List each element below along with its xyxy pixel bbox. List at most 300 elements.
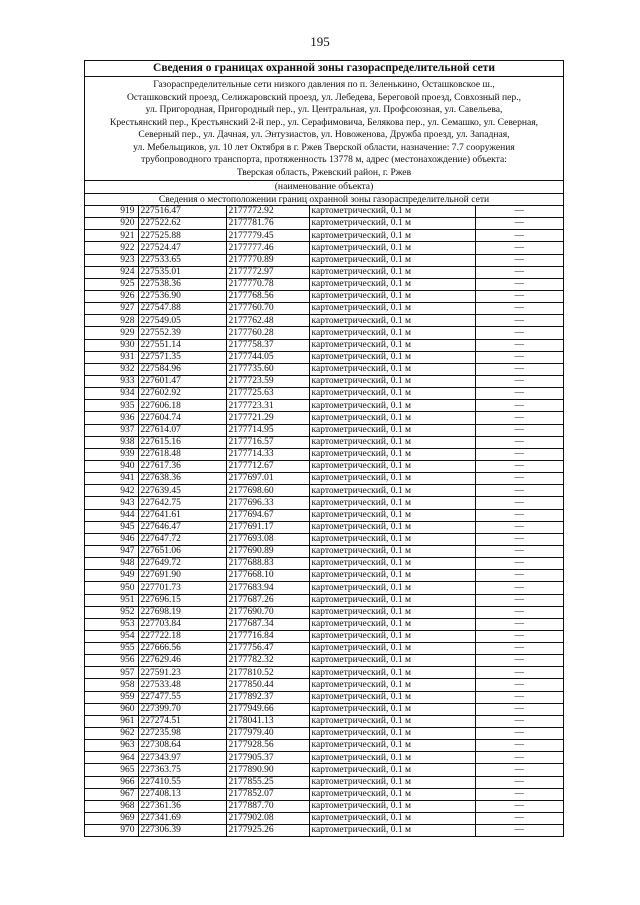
table-row [85, 618, 563, 630]
y-coordinate: 2177756.47 [226, 643, 309, 655]
y-coordinate: 2177779.45 [226, 230, 309, 242]
table-row [85, 728, 563, 740]
y-coordinate: 2177744.05 [226, 351, 309, 363]
table-row [85, 776, 563, 788]
description-cell: — [475, 400, 563, 412]
x-coordinate: 227666.56 [138, 643, 226, 655]
y-coordinate: 2177725.63 [226, 388, 309, 400]
document-table [84, 60, 564, 837]
description-line: ул. Пригородная, Пригородный пер., ул. Центральная, ул. Профсоюзная, ул. Савельева, [145, 104, 503, 115]
point-number: 923 [85, 254, 138, 266]
description-cell: — [475, 776, 563, 788]
table-row [85, 825, 563, 837]
table-row [85, 558, 563, 570]
accuracy-method: картометрический, 0.1 м [309, 254, 475, 266]
table-row [85, 545, 563, 557]
accuracy-method: картометрический, 0.1 м [309, 630, 475, 642]
table-row [85, 521, 563, 533]
y-coordinate: 2177890.90 [226, 764, 309, 776]
description-cell: — [475, 691, 563, 703]
description-cell: — [475, 764, 563, 776]
x-coordinate: 227617.36 [138, 460, 226, 472]
object-caption: (наименование объекта) [85, 181, 563, 194]
y-coordinate: 2177925.26 [226, 825, 309, 837]
point-number: 965 [85, 764, 138, 776]
description-cell: — [475, 412, 563, 424]
point-number: 931 [85, 351, 138, 363]
x-coordinate: 227536.90 [138, 290, 226, 302]
x-coordinate: 227701.73 [138, 582, 226, 594]
point-number: 970 [85, 825, 138, 837]
point-number: 947 [85, 545, 138, 557]
description-cell: — [475, 303, 563, 315]
y-coordinate: 2177768.56 [226, 290, 309, 302]
accuracy-method: картометрический, 0.1 м [309, 570, 475, 582]
accuracy-method: картометрический, 0.1 м [309, 776, 475, 788]
accuracy-method: картометрический, 0.1 м [309, 363, 475, 375]
table-row [85, 485, 563, 497]
table-row [85, 606, 563, 618]
accuracy-method: картометрический, 0.1 м [309, 740, 475, 752]
description-cell: — [475, 363, 563, 375]
accuracy-method: картометрический, 0.1 м [309, 703, 475, 715]
accuracy-method: картометрический, 0.1 м [309, 800, 475, 812]
object-description [85, 77, 563, 181]
y-coordinate: 2177810.52 [226, 667, 309, 679]
description-cell: — [475, 800, 563, 812]
description-cell: — [475, 740, 563, 752]
y-coordinate: 2177694.67 [226, 509, 309, 521]
y-coordinate: 2177760.70 [226, 303, 309, 315]
accuracy-method: картометрический, 0.1 м [309, 679, 475, 691]
accuracy-method: картометрический, 0.1 м [309, 643, 475, 655]
x-coordinate: 227647.72 [138, 533, 226, 545]
description-cell: — [475, 655, 563, 667]
point-number: 937 [85, 424, 138, 436]
accuracy-method: картометрический, 0.1 м [309, 290, 475, 302]
x-coordinate: 227696.15 [138, 594, 226, 606]
description-cell: — [475, 254, 563, 266]
point-number: 926 [85, 290, 138, 302]
accuracy-method: картометрический, 0.1 м [309, 594, 475, 606]
accuracy-method: картометрический, 0.1 м [309, 375, 475, 387]
point-number: 940 [85, 460, 138, 472]
y-coordinate: 2177852.07 [226, 788, 309, 800]
x-coordinate: 227361.36 [138, 800, 226, 812]
point-number: 938 [85, 436, 138, 448]
table-row [85, 740, 563, 752]
point-number: 922 [85, 242, 138, 254]
table-row [85, 655, 563, 667]
description-cell: — [475, 715, 563, 727]
x-coordinate: 227549.05 [138, 315, 226, 327]
y-coordinate: 2177892.37 [226, 691, 309, 703]
table-row [85, 400, 563, 412]
accuracy-method: картометрический, 0.1 м [309, 752, 475, 764]
x-coordinate: 227235.98 [138, 728, 226, 740]
y-coordinate: 2177772.97 [226, 266, 309, 278]
table-row [85, 533, 563, 545]
table-row [85, 448, 563, 460]
x-coordinate: 227477.55 [138, 691, 226, 703]
y-coordinate: 2177690.89 [226, 545, 309, 557]
description-cell: — [475, 533, 563, 545]
table-row [85, 570, 563, 582]
y-coordinate: 2177687.26 [226, 594, 309, 606]
point-number: 943 [85, 497, 138, 509]
point-number: 946 [85, 533, 138, 545]
x-coordinate: 227601.47 [138, 375, 226, 387]
description-cell: — [475, 497, 563, 509]
accuracy-method: картометрический, 0.1 м [309, 521, 475, 533]
accuracy-method: картометрический, 0.1 м [309, 545, 475, 557]
x-coordinate: 227343.97 [138, 752, 226, 764]
x-coordinate: 227571.35 [138, 351, 226, 363]
point-number: 967 [85, 788, 138, 800]
table-row [85, 315, 563, 327]
description-line: Крестьянский пер., Крестьянский 2-й пер., ул. Серафимовича, Белякова пер., ул. Семашко, ул. Северная, [109, 116, 539, 128]
y-coordinate: 2177850.44 [226, 679, 309, 691]
description-cell: — [475, 485, 563, 497]
accuracy-method: картометрический, 0.1 м [309, 266, 475, 278]
table-row [85, 473, 563, 485]
point-number: 953 [85, 618, 138, 630]
point-number: 958 [85, 679, 138, 691]
description-cell: — [475, 558, 563, 570]
description-cell: — [475, 327, 563, 339]
accuracy-method: картометрический, 0.1 м [309, 436, 475, 448]
point-number: 961 [85, 715, 138, 727]
accuracy-method: картометрический, 0.1 м [309, 400, 475, 412]
description-cell: — [475, 473, 563, 485]
accuracy-method: картометрический, 0.1 м [309, 606, 475, 618]
description-cell: — [475, 315, 563, 327]
y-coordinate: 2177716.84 [226, 630, 309, 642]
location-header: Сведения о местоположении границ охранной зоны газораспределительной сети [85, 194, 563, 207]
x-coordinate: 227410.55 [138, 776, 226, 788]
description-cell: — [475, 388, 563, 400]
table-row [85, 715, 563, 727]
x-coordinate: 227538.36 [138, 278, 226, 290]
y-coordinate: 2177902.08 [226, 813, 309, 825]
x-coordinate: 227341.69 [138, 813, 226, 825]
accuracy-method: картометрический, 0.1 м [309, 424, 475, 436]
point-number: 957 [85, 667, 138, 679]
point-number: 966 [85, 776, 138, 788]
point-number: 945 [85, 521, 138, 533]
x-coordinate: 227618.48 [138, 448, 226, 460]
y-coordinate: 2177688.83 [226, 558, 309, 570]
y-coordinate: 2177696.33 [226, 497, 309, 509]
table-row [85, 303, 563, 315]
accuracy-method: картометрический, 0.1 м [309, 764, 475, 776]
x-coordinate: 227591.23 [138, 667, 226, 679]
table-row [85, 412, 563, 424]
x-coordinate: 227274.51 [138, 715, 226, 727]
description-line: Тверская область, Ржевский район, г. Ржев [236, 166, 412, 178]
point-number: 934 [85, 388, 138, 400]
description-cell: — [475, 643, 563, 655]
table-row [85, 266, 563, 278]
x-coordinate: 227522.62 [138, 218, 226, 230]
page-number: 195 [310, 34, 330, 49]
point-number: 939 [85, 448, 138, 460]
x-coordinate: 227602.92 [138, 388, 226, 400]
description-cell: — [475, 582, 563, 594]
x-coordinate: 227535.01 [138, 266, 226, 278]
x-coordinate: 227651.06 [138, 545, 226, 557]
y-coordinate: 2177712.67 [226, 460, 309, 472]
description-cell: — [475, 606, 563, 618]
accuracy-method: картометрический, 0.1 м [309, 509, 475, 521]
accuracy-method: картометрический, 0.1 м [309, 303, 475, 315]
description-cell: — [475, 206, 563, 218]
x-coordinate: 227308.64 [138, 740, 226, 752]
description-cell: — [475, 630, 563, 642]
accuracy-method: картометрический, 0.1 м [309, 485, 475, 497]
y-coordinate: 2177762.48 [226, 315, 309, 327]
table-row [85, 206, 563, 218]
accuracy-method: картометрический, 0.1 м [309, 558, 475, 570]
table-row [85, 594, 563, 606]
y-coordinate: 2177758.37 [226, 339, 309, 351]
x-coordinate: 227691.90 [138, 570, 226, 582]
accuracy-method: картометрический, 0.1 м [309, 315, 475, 327]
point-number: 959 [85, 691, 138, 703]
accuracy-method: картометрический, 0.1 м [309, 715, 475, 727]
description-cell: — [475, 460, 563, 472]
accuracy-method: картометрический, 0.1 м [309, 618, 475, 630]
description-cell: — [475, 290, 563, 302]
description-cell: — [475, 618, 563, 630]
y-coordinate: 2177721.29 [226, 412, 309, 424]
point-number: 964 [85, 752, 138, 764]
table-row [85, 460, 563, 472]
accuracy-method: картометрический, 0.1 м [309, 230, 475, 242]
description-cell: — [475, 218, 563, 230]
x-coordinate: 227516.47 [138, 206, 226, 218]
y-coordinate: 2177691.17 [226, 521, 309, 533]
point-number: 930 [85, 339, 138, 351]
x-coordinate: 227525.88 [138, 230, 226, 242]
description-cell: — [475, 545, 563, 557]
x-coordinate: 227604.74 [138, 412, 226, 424]
table-row [85, 363, 563, 375]
x-coordinate: 227363.75 [138, 764, 226, 776]
y-coordinate: 2177698.60 [226, 485, 309, 497]
description-cell: — [475, 594, 563, 606]
table-row [85, 764, 563, 776]
y-coordinate: 2177723.59 [226, 375, 309, 387]
y-coordinate: 2177697.01 [226, 473, 309, 485]
table-row [85, 497, 563, 509]
x-coordinate: 227641.61 [138, 509, 226, 521]
table-row [85, 254, 563, 266]
description-cell: — [475, 339, 563, 351]
description-cell: — [475, 448, 563, 460]
point-number: 927 [85, 303, 138, 315]
accuracy-method: картометрический, 0.1 м [309, 473, 475, 485]
table-row [85, 582, 563, 594]
point-number: 969 [85, 813, 138, 825]
description-line: Осташковский проезд, Селижаровский проезд, ул. Лебедева, Береговой проезд, Совхозный пер., [126, 91, 522, 103]
y-coordinate: 2177693.08 [226, 533, 309, 545]
x-coordinate: 227639.45 [138, 485, 226, 497]
point-number: 952 [85, 606, 138, 618]
description-line: трубопроводного транспорта, протяженность 13778 м, адрес (местонахождение) объекта: [141, 154, 507, 165]
point-number: 920 [85, 218, 138, 230]
accuracy-method: картометрический, 0.1 м [309, 278, 475, 290]
table-row [85, 339, 563, 351]
x-coordinate: 227606.18 [138, 400, 226, 412]
table-row [85, 509, 563, 521]
description-cell: — [475, 667, 563, 679]
point-number: 941 [85, 473, 138, 485]
y-coordinate: 2177714.33 [226, 448, 309, 460]
accuracy-method: картометрический, 0.1 м [309, 448, 475, 460]
table-row [85, 388, 563, 400]
point-number: 921 [85, 230, 138, 242]
table-row [85, 230, 563, 242]
y-coordinate: 2177781.76 [226, 218, 309, 230]
y-coordinate: 2177855.25 [226, 776, 309, 788]
point-number: 928 [85, 315, 138, 327]
description-line: Газораспределительные сети низкого давления по п. Зеленькино, Осташковское ш., [153, 79, 495, 90]
description-cell: — [475, 813, 563, 825]
table-row [85, 800, 563, 812]
table-row [85, 643, 563, 655]
y-coordinate: 2177979.40 [226, 728, 309, 740]
description-cell: — [475, 230, 563, 242]
accuracy-method: картометрический, 0.1 м [309, 667, 475, 679]
y-coordinate: 2177668.10 [226, 570, 309, 582]
accuracy-method: картометрический, 0.1 м [309, 327, 475, 339]
y-coordinate: 2177683.94 [226, 582, 309, 594]
x-coordinate: 227703.84 [138, 618, 226, 630]
accuracy-method: картометрический, 0.1 м [309, 218, 475, 230]
x-coordinate: 227533.48 [138, 679, 226, 691]
accuracy-method: картометрический, 0.1 м [309, 242, 475, 254]
accuracy-method: картометрический, 0.1 м [309, 206, 475, 218]
accuracy-method: картометрический, 0.1 м [309, 691, 475, 703]
y-coordinate: 2177770.89 [226, 254, 309, 266]
accuracy-method: картометрический, 0.1 м [309, 813, 475, 825]
y-coordinate: 2177949.66 [226, 703, 309, 715]
x-coordinate: 227698.19 [138, 606, 226, 618]
accuracy-method: картометрический, 0.1 м [309, 460, 475, 472]
point-number: 956 [85, 655, 138, 667]
description-cell: — [475, 570, 563, 582]
description-cell: — [475, 752, 563, 764]
table-row [85, 218, 563, 230]
point-number: 919 [85, 206, 138, 218]
point-number: 944 [85, 509, 138, 521]
point-number: 951 [85, 594, 138, 606]
y-coordinate: 2177772.92 [226, 206, 309, 218]
table-row [85, 436, 563, 448]
table-row [85, 351, 563, 363]
table-row [85, 424, 563, 436]
point-number: 962 [85, 728, 138, 740]
table-row [85, 813, 563, 825]
table-row [85, 630, 563, 642]
point-number: 949 [85, 570, 138, 582]
accuracy-method: картометрический, 0.1 м [309, 655, 475, 667]
table-row [85, 752, 563, 764]
x-coordinate: 227615.16 [138, 436, 226, 448]
y-coordinate: 2177777.46 [226, 242, 309, 254]
point-number: 950 [85, 582, 138, 594]
x-coordinate: 227408.13 [138, 788, 226, 800]
table-title: Сведения о границах охранной зоны газораспределительной сети [85, 61, 563, 77]
accuracy-method: картометрический, 0.1 м [309, 351, 475, 363]
accuracy-method: картометрический, 0.1 м [309, 339, 475, 351]
table-row [85, 327, 563, 339]
y-coordinate: 2177760.28 [226, 327, 309, 339]
x-coordinate: 227552.39 [138, 327, 226, 339]
table-row [85, 703, 563, 715]
y-coordinate: 2177690.70 [226, 606, 309, 618]
x-coordinate: 227306.39 [138, 825, 226, 837]
point-number: 932 [85, 363, 138, 375]
y-coordinate: 2177887.70 [226, 800, 309, 812]
point-number: 963 [85, 740, 138, 752]
y-coordinate: 2178041.13 [226, 715, 309, 727]
x-coordinate: 227584.96 [138, 363, 226, 375]
description-cell: — [475, 424, 563, 436]
description-cell: — [475, 351, 563, 363]
point-number: 935 [85, 400, 138, 412]
description-cell: — [475, 703, 563, 715]
x-coordinate: 227533.65 [138, 254, 226, 266]
description-cell: — [475, 278, 563, 290]
point-number: 968 [85, 800, 138, 812]
y-coordinate: 2177735.60 [226, 363, 309, 375]
description-cell: — [475, 509, 563, 521]
description-cell: — [475, 266, 563, 278]
point-number: 955 [85, 643, 138, 655]
point-number: 942 [85, 485, 138, 497]
y-coordinate: 2177714.95 [226, 424, 309, 436]
x-coordinate: 227629.46 [138, 655, 226, 667]
x-coordinate: 227722.18 [138, 630, 226, 642]
point-number: 948 [85, 558, 138, 570]
description-cell: — [475, 788, 563, 800]
y-coordinate: 2177716.57 [226, 436, 309, 448]
accuracy-method: картометрический, 0.1 м [309, 533, 475, 545]
point-number: 933 [85, 375, 138, 387]
x-coordinate: 227642.75 [138, 497, 226, 509]
description-cell: — [475, 728, 563, 740]
accuracy-method: картометрический, 0.1 м [309, 497, 475, 509]
description-cell: — [475, 375, 563, 387]
x-coordinate: 227638.36 [138, 473, 226, 485]
point-number: 960 [85, 703, 138, 715]
description-cell: — [475, 242, 563, 254]
accuracy-method: картометрический, 0.1 м [309, 582, 475, 594]
y-coordinate: 2177905.37 [226, 752, 309, 764]
table-row [85, 788, 563, 800]
x-coordinate: 227551.14 [138, 339, 226, 351]
accuracy-method: картометрический, 0.1 м [309, 788, 475, 800]
y-coordinate: 2177782.32 [226, 655, 309, 667]
y-coordinate: 2177928.56 [226, 740, 309, 752]
accuracy-method: картометрический, 0.1 м [309, 388, 475, 400]
y-coordinate: 2177687.34 [226, 618, 309, 630]
coordinates-table [85, 206, 563, 836]
table-row [85, 278, 563, 290]
point-number: 954 [85, 630, 138, 642]
